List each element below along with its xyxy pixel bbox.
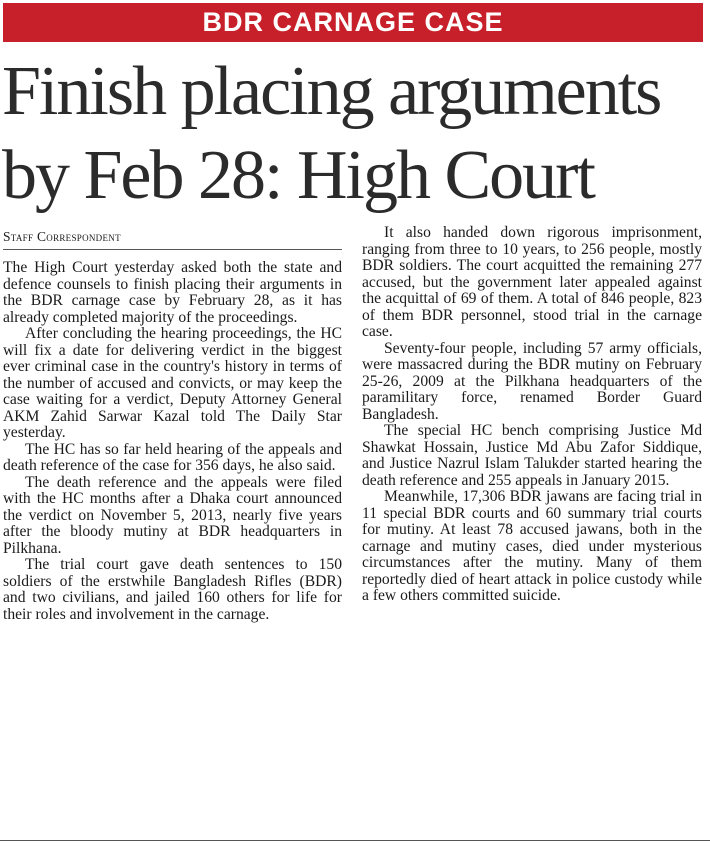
paragraph: The High Court yesterday asked both the state and defence counsels to finish placing their arguments in the BDR carnage case by February 28, as it has already completed majority of the proceedings.: [3, 259, 342, 326]
byline: Staff Correspondent: [3, 225, 342, 250]
paragraph: The death reference and the appeals were filed with the HC months after a Dhaka court announced the verdict on November 5, 2013, nearly five years after the bloody mutiny at BDR headquarters in Pilkhana.: [3, 473, 342, 557]
bottom-divider: [0, 840, 710, 841]
paragraph: The HC has so far held hearing of the appeals and death reference of the case for 356 days, he also said.: [3, 440, 342, 474]
kicker-banner: [3, 3, 703, 42]
kicker-label: BDR CARNAGE CASE: [202, 7, 504, 37]
headline: [2, 50, 708, 218]
paragraph: The trial court gave death sentences to 150 soldiers of the erstwhile Bangladesh Rifles (BDR) and two civilians, and jailed 160 others for life for their roles and involvement in the carnage.: [3, 556, 342, 623]
paragraph: Meanwhile, 17,306 BDR jawans are facing trial in 11 special BDR courts and 60 summary trial courts for mutiny. At least 78 accused jawans, both in the carnage and mutiny cases, died under mysterious circumstances after the mutiny. Many of them reportedly died of heart attack in police custody while a few others committed suicide.: [362, 488, 702, 604]
headline-line-1: Finish placing arguments: [2, 53, 661, 130]
paragraph: Seventy-four people, including 57 army officials, were massacred during the BDR mutiny on February 25-26, 2009 at the Pilkhana headquarters of the paramilitary force, renamed Border Guard Bangladesh.: [362, 339, 702, 423]
paragraph: After concluding the hearing proceedings, the HC will fix a date for delivering verdict in the biggest ever criminal case in the country's history in terms of the number of accused and convicts, or may keep the case waiting for a verdict, Deputy Attorney General AKM Zahid Sarwar Kazal told The Daily Star yesterday.: [3, 325, 342, 441]
article-column-left: [3, 225, 342, 623]
headline-line-2: by Feb 28: High Court: [2, 137, 594, 214]
paragraph: The special HC bench comprising Justice Md Shawkat Hossain, Justice Md Abu Zafor Siddique, and Justice Nazrul Islam Talukder started hearing the death reference and 255 appeals in January 2015.: [362, 422, 702, 489]
article-column-right: [362, 225, 702, 605]
paragraph: It also handed down rigorous imprisonment, ranging from three to 10 years, to 256 people, mostly BDR soldiers. The court acquitted the remaining 277 accused, but the government later appealed against the acquittal of 69 of them. A total of 846 people, 823 of them BDR personnel, stood trial in the carnage case.: [362, 224, 702, 340]
